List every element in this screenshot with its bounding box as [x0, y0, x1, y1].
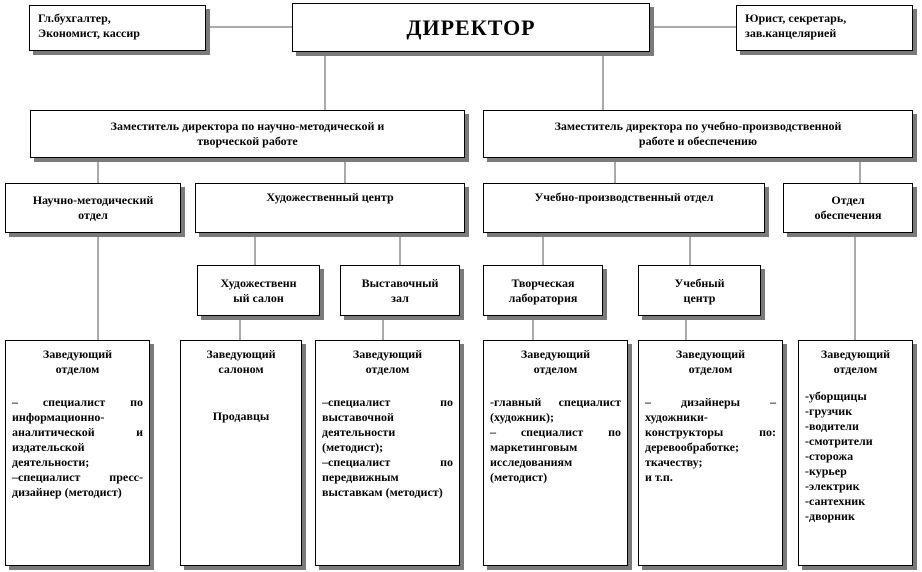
staff-head: Заведующий отделом [820, 347, 891, 376]
staff-box-education [638, 340, 783, 566]
staff-head: Заведующий отделом [675, 347, 746, 376]
director-box [292, 3, 650, 52]
staff-list: – специалист по информационно-аналитической и издательской деятельности; –специалист пресс-дизайнер (методист) [12, 395, 143, 499]
staff-box-methodical [5, 340, 150, 566]
staff-list: -главный специалист (художник); – специалист по маркетинговым исследованиям (методист) [490, 395, 621, 484]
legal-staff-box: Юрист, секретарь, зав.канцелярией [736, 5, 913, 51]
staff-box-supply [798, 340, 913, 566]
staff-box-exhibition [315, 340, 460, 566]
staff-list: -уборщицы -грузчик -водители -смотрители -сторожа -курьер -электрик -сантехник -дворник [805, 389, 873, 523]
deputy-methodical-box: Заместитель директора по научно-методической и творческой работе [30, 110, 465, 158]
staff-list: – дизайнеры – художники-конструкторы по: деревообработке; ткачеству; и т.п. [645, 395, 776, 484]
director-title: ДИРЕКТОР [406, 15, 536, 40]
education-center-box: Учебный центр [638, 265, 761, 316]
dept-supply-box: Отдел обеспечения [783, 183, 913, 233]
art-salon-box: Художественн ый салон [197, 265, 320, 316]
staff-box-lab [483, 340, 628, 566]
exhibition-hall-box: Выставочный зал [340, 265, 460, 316]
staff-head: Заведующий отделом [42, 347, 113, 376]
dept-production-box: Учебно-производственный отдел [483, 183, 765, 233]
staff-head: Заведующий отделом [352, 347, 423, 376]
accounting-staff-box: Гл.бухгалтер, Экономист, кассир [29, 5, 206, 51]
creative-lab-box: Творческая лаборатория [483, 265, 603, 316]
dept-art-center-box: Художественный центр [195, 183, 465, 233]
staff-box-salon [180, 340, 302, 566]
staff-list: Продавцы [212, 409, 270, 423]
deputy-production-box: Заместитель директора по учебно-производственной работе и обеспечению [483, 110, 913, 158]
staff-head: Заведующий отделом [520, 347, 591, 376]
staff-list: –специалист по выставочной деятельности (методист); –специалист по передвижным выставкам (методист) [322, 395, 453, 499]
dept-methodical-box: Научно-методический отдел [5, 183, 181, 233]
staff-head: Заведующий салоном [206, 347, 276, 376]
